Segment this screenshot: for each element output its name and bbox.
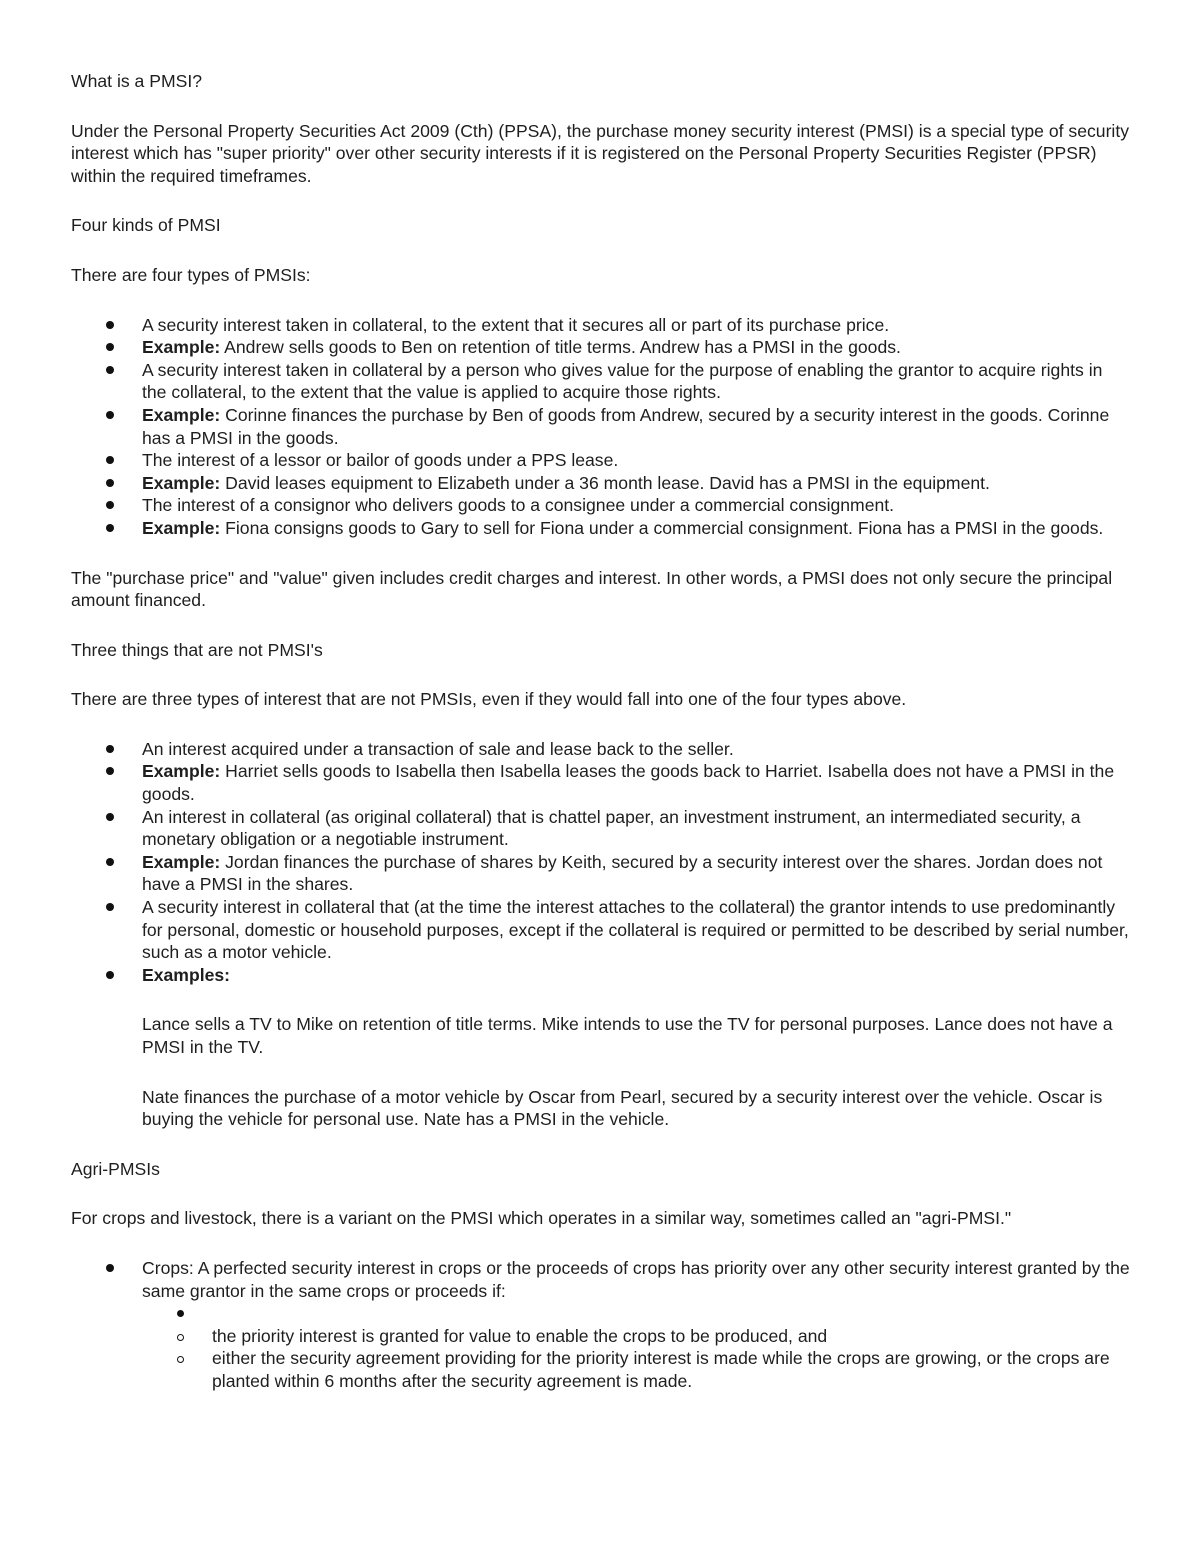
list-item: A security interest taken in collateral, to the extent that it secures all or part of its purchase price. [71, 314, 1130, 337]
heading-what-is-pmsi: What is a PMSI? [71, 71, 203, 91]
list-item: Crops: A perfected security interest in crops or the proceeds of crops has priority over any other security interest granted by the same grantor in the same crops or proceeds if: the priority interest is granted for value to enable the crops to be produced, and either the security agreement providing for the priority interest is made while the crops are growing, or the crops are planted within 6 months after the security agreement is made. [71, 1257, 1130, 1393]
list-item: Examples: [71, 964, 1130, 987]
four-kinds-list [71, 314, 1130, 540]
list-item: A security interest in collateral that (at the time the interest attaches to the collateral) the grantor intends to use predominantly for personal, domestic or household purposes, except if the collateral is required or permitted to be described by serial number, such as a motor vehicle. [71, 896, 1130, 964]
list-item: Example: Jordan finances the purchase of shares by Keith, secured by a security interest over the shares. Jordan does not have a PMSI in the shares. [71, 851, 1130, 896]
list-item: the priority interest is granted for value to enable the crops to be produced, and [142, 1325, 1130, 1348]
list-item: either the security agreement providing for the priority interest is made while the crops are growing, or the crops are planted within 6 months after the security agreement is made. [142, 1347, 1130, 1392]
crops-sublist [142, 1302, 1130, 1392]
list-item: Example: David leases equipment to Elizabeth under a 36 month lease. David has a PMSI in the equipment. [71, 472, 1130, 495]
intro-paragraph: Under the Personal Property Securities Act 2009 (Cth) (PPSA), the purchase money security interest (PMSI) is a special type of security interest which has "super priority" over other security interests if it is registered on the Personal Property Securities Register (PPSR) within the required timeframes. [71, 120, 1130, 186]
heading-not-pmsis: Three things that are not PMSI's [71, 639, 323, 660]
four-kinds-intro: There are four types of PMSIs: [71, 264, 311, 285]
list-item: A security interest taken in collateral by a person who gives value for the purpose of enabling the grantor to acquire rights in the collateral, to the extent that the value is applied to acquire those rights. [71, 359, 1130, 404]
list-item: The interest of a consignor who delivers goods to a consignee under a commercial consignment. [71, 494, 1130, 517]
examples-block [71, 1013, 1130, 1130]
not-pmsis-intro: There are three types of interest that are not PMSIs, even if they would fall into one of the four types above. [71, 689, 907, 710]
list-item: Example: Andrew sells goods to Ben on retention of title terms. Andrew has a PMSI in the goods. [71, 336, 1130, 359]
example-paragraph: Nate finances the purchase of a motor vehicle by Oscar from Pearl, secured by a security interest over the vehicle. Oscar is buying the vehicle for personal use. Nate has a PMSI in the vehicle. [142, 1086, 1103, 1130]
agri-pmsis-intro: For crops and livestock, there is a variant on the PMSI which operates in a similar way, sometimes called an "agri-PMSI." [71, 1208, 1012, 1229]
heading-four-kinds: Four kinds of PMSI [71, 215, 221, 236]
purchase-price-paragraph: The "purchase price" and "value" given includes credit charges and interest. In other words, a PMSI does not only secure the principal amount financed. [71, 567, 1113, 611]
heading-agri-pmsis: Agri-PMSIs [71, 1158, 160, 1179]
list-item [142, 1302, 1130, 1325]
list-item: Example: Corinne finances the purchase by Ben of goods from Andrew, secured by a security interest in the goods. Corinne has a PMSI in the goods. [71, 404, 1130, 449]
list-item: The interest of a lessor or bailor of goods under a PPS lease. [71, 449, 1130, 472]
not-pmsis-list [71, 738, 1130, 987]
list-item: Example: Harriet sells goods to Isabella then Isabella leases the goods back to Harriet. Isabella does not have a PMSI in the goods. [71, 760, 1130, 805]
list-item: An interest in collateral (as original collateral) that is chattel paper, an investment instrument, an intermediated security, a monetary obligation or a negotiable instrument. [71, 806, 1130, 851]
agri-list [71, 1257, 1130, 1393]
example-paragraph: Lance sells a TV to Mike on retention of title terms. Mike intends to use the TV for personal purposes. Lance does not have a PMSI in the TV. [142, 1014, 1113, 1057]
list-item: An interest acquired under a transaction of sale and lease back to the seller. [71, 738, 1130, 761]
list-item: Example: Fiona consigns goods to Gary to sell for Fiona under a commercial consignment. Fiona has a PMSI in the goods. [71, 517, 1130, 540]
